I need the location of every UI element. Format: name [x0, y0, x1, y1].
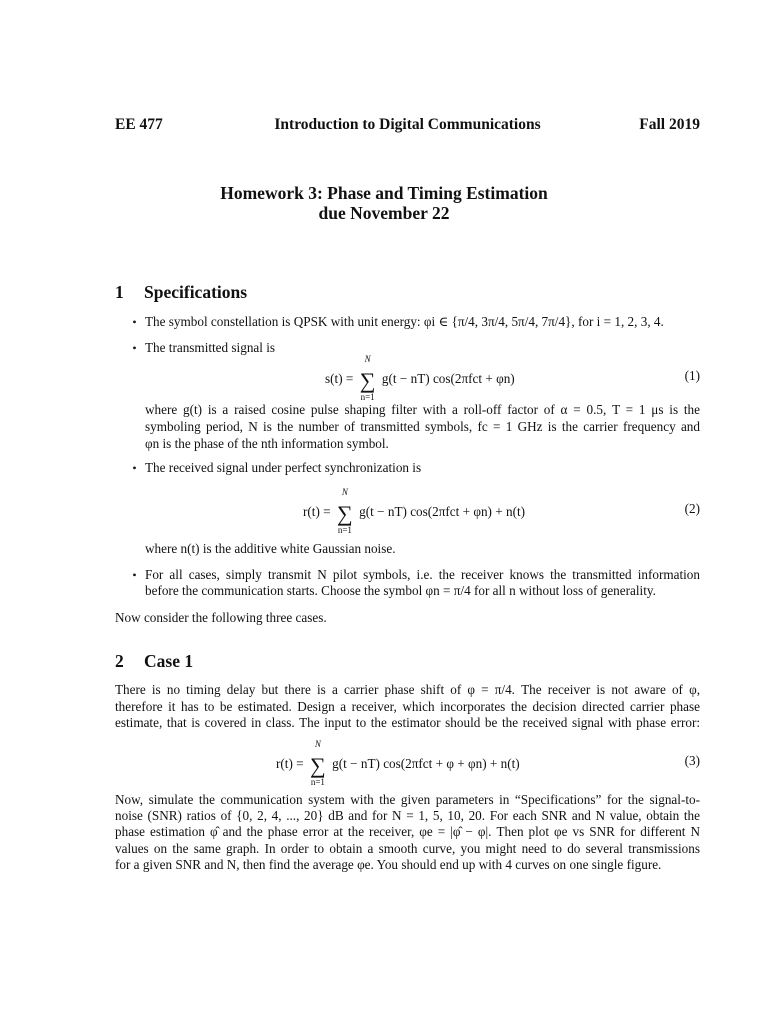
- where-1-line-1: where g(t) is a raised cosine pulse shaping filter with a roll-off factor of α = 0.5, T = 1 μs is the: [145, 402, 700, 417]
- summation-symbol: ∑ N n=1: [334, 501, 356, 527]
- para-2-line-3: phase estimation φ̂ and the phase error at the receiver, φe = |φ̂ − φ|. Then plot φe vs SNR for different N: [115, 824, 700, 839]
- bullet-3-text: The received signal under perfect synchronization is: [145, 460, 422, 475]
- eq1-lhs: s(t) =: [325, 371, 354, 386]
- eq3-lhs: r(t) =: [276, 756, 304, 771]
- eq1-rhs: g(t − nT) cos(2πfct + φn): [381, 371, 515, 386]
- equation-2-number: (2): [684, 501, 700, 516]
- para-2-line-2: noise (SNR) ratios of {0, 2, 4, ..., 20} dB and for N = 1, 5, 10, 20. For each SNR and N value, obtain the: [115, 808, 700, 823]
- bullet-icon: •: [132, 315, 137, 329]
- section-2-title: Case 1: [144, 651, 194, 671]
- para-1-line-1: There is no timing delay but there is a carrier phase shift of φ = π/4. The receiver is not aware of φ,: [115, 682, 700, 697]
- course-title: Introduction to Digital Communications: [274, 116, 541, 133]
- bullet-icon: •: [132, 461, 137, 475]
- summation-symbol: ∑ N n=1: [357, 368, 379, 394]
- equation-1-number: (1): [684, 368, 700, 383]
- where-1-line-2: symboling period, N is the number of transmitted symbols, fc = 1 GHz is the carrier frequency and: [145, 419, 700, 434]
- equation-2: [303, 487, 526, 535]
- eq1-sum-top: N: [364, 354, 371, 364]
- eq3-sum-bottom: n=1: [310, 777, 325, 787]
- eq2-rhs: g(t − nT) cos(2πfct + φn) + n(t): [359, 504, 526, 519]
- para-1-line-2: therefore it has to be estimated. Design a receiver, which incorporates the decision directed carrier phase: [115, 699, 700, 714]
- eq2-lhs: r(t) =: [303, 504, 331, 519]
- eq2-sum-bottom: n=1: [337, 525, 352, 535]
- bullet-2-text: The transmitted signal is: [145, 340, 276, 355]
- course-header: [115, 116, 700, 138]
- title-line-1: Homework 3: Phase and Timing Estimation: [220, 183, 548, 203]
- section-1-number: 1: [115, 282, 124, 302]
- closing-text: Now consider the following three cases.: [115, 610, 327, 625]
- title-line-2: due November 22: [318, 203, 450, 223]
- equation-3-number: (3): [684, 753, 700, 768]
- para-1-line-3: estimate, that is covered in class. The input to the estimator should be the received signal with phase error:: [115, 715, 700, 730]
- course-code: EE 477: [115, 116, 163, 133]
- equation-1: [325, 354, 515, 402]
- eq3-rhs: g(t − nT) cos(2πfct + φ + φn) + n(t): [332, 756, 520, 771]
- eq2-sum-top: N: [341, 487, 348, 497]
- bullet-1-text: The symbol constellation is QPSK with unit energy: φi ∈ {π/4, 3π/4, 5π/4, 7π/4}, for i = 1, 2, 3, 4.: [145, 314, 664, 329]
- eq3-sum-top: N: [314, 739, 321, 749]
- term: Fall 2019: [639, 116, 700, 133]
- bullet-icon: •: [132, 341, 137, 355]
- where-2-text: where n(t) is the additive white Gaussian noise.: [145, 541, 396, 556]
- summation-symbol: ∑ N n=1: [307, 753, 329, 779]
- eq1-sum-bottom: n=1: [360, 392, 375, 402]
- equation-3: [276, 739, 520, 787]
- bullet-4-line-1: For all cases, simply transmit N pilot symbols, i.e. the receiver knows the transmitted information: [145, 567, 700, 582]
- para-2-line-4: values on the same graph. In order to obtain a smooth curve, you might need to do several transmissions: [115, 841, 700, 856]
- section-1-heading: [115, 282, 247, 303]
- homework-title: [0, 183, 768, 223]
- section-1-title: Specifications: [144, 282, 248, 302]
- where-1-line-3: φn is the phase of the nth information symbol.: [145, 436, 389, 451]
- section-2-heading: [115, 651, 193, 672]
- section-2-number: 2: [115, 651, 124, 671]
- para-2-line-1: Now, simulate the communication system with the given parameters in “Specifications” for the signal-to-: [115, 792, 700, 807]
- bullet-icon: •: [132, 568, 137, 582]
- para-2-line-5: for a given SNR and N, then find the average φe. You should end up with 4 curves on one single figure.: [115, 857, 662, 872]
- bullet-4-line-2: before the communication starts. Choose the symbol φn = π/4 for all n without loss of generality.: [145, 583, 656, 598]
